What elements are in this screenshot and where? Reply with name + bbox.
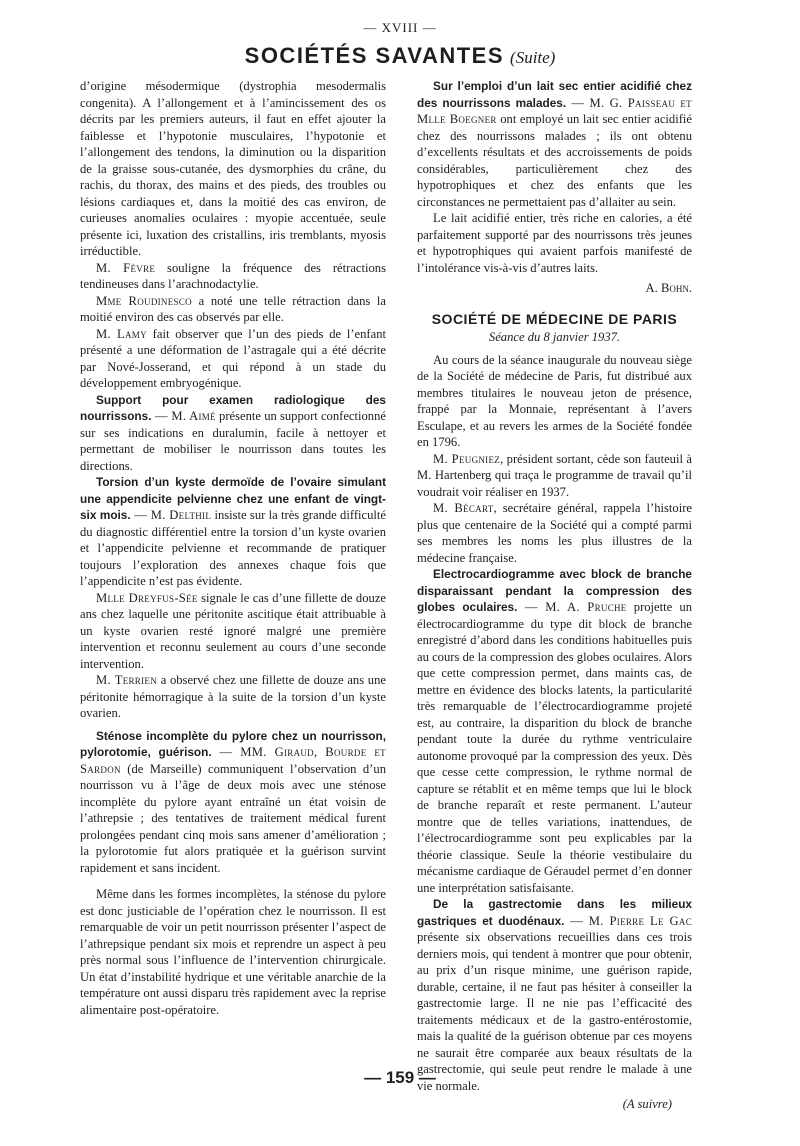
author-name: M. Fèvre <box>96 260 156 275</box>
paragraph-text: présente six observations recueillies dans ces trois derniers mois, qui tendent à montrer que pour obtenir, au prix d’un risque minime, une guérison rapide, durable, certaine, il ne faut pas hésiter à conseiller la gastrectomie large. Il ne nie pas l’efficacité des traitements médicaux et de la gastro-entérostomie, mais la qualité de la guérison obtenue par ces moyens ne saurait être comparée aux beaux résultats de la gastrectomie, qui seule peut rendre le malade à une vie normale. <box>417 930 692 1093</box>
paragraph <box>417 896 692 1094</box>
paragraph <box>80 474 386 590</box>
paragraph-text: insiste sur la très grande difficulté du diagnostic différentiel entre la torsion d’un kyste ovarien et l’appendicite pelvienne et recommande de pratiquer toujours l’exploration des annexes chaque fois que l’appendicite n’est pas évidente. <box>80 508 386 588</box>
paragraph-text: (de Marseille) communiquent l’observation d’un nourrisson vu à l’âge de deux mois avec une sténose incomplète du pylore ayant entraîné un état voisin de l’athrepsie ; des tentatives de traitement médical furent prolongées pendant cinq mois sans amener d’amélioration ; la pylorotomie fut alors pratiquée et la guérison survint rapidement et sans incident. <box>80 761 386 875</box>
paragraph-text: a observé chez une fillette de douze ans une péritonite hémorragique à la suite de la torsion d’un kyste ovarien. <box>80 673 386 720</box>
author-name: — M. G. Paisseau et Mlle Boegner <box>417 95 692 126</box>
paragraph-text: fait observer que l’un des pieds de l’enfant présenté a une déformation de l’astragale qui a été décrite par Nové-Josserand, et qui répond à un stade du développement embryogénique. <box>80 326 386 390</box>
author-name: M. Terrien <box>96 673 157 687</box>
author-name: — M. A. Pruche <box>517 600 627 614</box>
paragraph: d’origine mésodermique (dystrophia mesodermalis congenita). A l’allongement et à l’amincissement des os décrits par les premiers auteurs, il faut en effet ajouter la faiblesse et l’hypotonie musculaires, l’hypotonie et l’allongement des tendons, la diminution ou la disparition de la graisse sous-cutanée, des dysmorphies du crâne, du rachis, du thorax, des mains et des pieds, des troubles ou lésions cardiaques et, dans la moitié des cas environ, de curieuses anomalies oculaires : myopie accentuée, seule présente ici, luxation des cristallins, iris tremblants, myosis irréductible. <box>80 79 386 258</box>
page-number: — 159 — <box>364 1068 436 1087</box>
paragraph <box>417 451 692 501</box>
signature-name: A. Bohn. <box>645 281 692 295</box>
paragraph: Même dans les formes incomplètes, la sténose du pylore est donc justiciable de l’opération chez le nourrisson. Il est remarquable de voir un petit nourrisson présenter l’aspect de l’athrepsique pendant six mois et reprendre un aspect à peu près normal sous l’influence de l’intervention chirurgicale. Un état d’instabilité hydrique et une véritable anarchie de la température ont aussi disparu très rapidement avec la reprise alimentaire post-opératoire. <box>80 887 386 1017</box>
paragraph <box>417 500 692 566</box>
author-name: Mme Roudinesco <box>96 293 192 308</box>
author-name: — MM. Giraud, Bourde et Sardon <box>80 745 386 776</box>
to-be-continued: (A suivre) <box>622 1097 672 1111</box>
signature <box>417 280 692 297</box>
article-heading: De la gastrectomie dans les milieux gastriques et duodénaux. <box>417 897 692 928</box>
author-name: — M. Aimé <box>151 409 216 423</box>
article-heading: Electrocardiogramme avec block de branche disparaissant pendant la compression des globes oculaires. <box>417 567 692 614</box>
paragraph-text: a noté une telle rétraction dans la moitié environ des cas observés par elle. <box>80 293 387 324</box>
page-title <box>0 43 800 69</box>
paragraph <box>80 728 386 877</box>
paragraph: Au cours de la séance inaugurale du nouveau siège de la Société de médecine de Paris, fut distribué aux membres titulaires le nouveau jeton de présence, frappé par la Monnaie, représentant à l’avers Esculape, et au revers les armes de la Société fondée en 1796. <box>417 352 692 449</box>
society-title: SOCIÉTÉ DE MÉDECINE DE PARIS <box>431 310 678 327</box>
section-title: SOCIÉTÉS SAVANTES <box>244 43 505 68</box>
paragraph <box>80 293 386 326</box>
paragraph-text: , secrétaire général, rappela l’histoire plus que centenaire de la Société qui a compté parmi ses membres les noms les plus illustres de la médecine française. <box>417 501 692 565</box>
left-column <box>80 78 386 1018</box>
paragraph-text: signale le cas d’une fillette de douze ans chez laquelle une péritonite ascitique était attribuable à un kyste ovarien resté ignoré malgré une première intervention et reconnu seulement au cours d’une seconde intervention. <box>80 590 386 671</box>
session-date: Séance du 8 janvier 1937. <box>488 330 621 344</box>
section-suite: (Suite) <box>510 48 556 67</box>
paragraph <box>80 326 386 392</box>
paragraph: Le lait acidifié entier, très riche en calories, a été parfaitement supporté par des nourrissons très jeunes et hypotrophiques qui avaient parfois manifesté de l’intolérance vis-à-vis d’autres laits. <box>417 211 692 275</box>
article-heading: Torsion d’un kyste dermoïde de l’ovaire simulant une appendicite pelvienne chez une enfant de vingt-six mois. <box>80 475 386 522</box>
paragraph <box>80 590 386 673</box>
author-name: — M. Pierre Le Gac <box>564 913 692 928</box>
paragraph <box>417 566 692 896</box>
paragraph-text: ont employé un lait sec entier acidifié chez des nourrissons malades ; ils ont obtenu d’excellents résultats et des accroissements de poids considérables, particulièrement chez des hypotrophiques et chez des enfants que les circonstances ne permettaient pas d’allaiter au sein. <box>417 112 692 209</box>
paragraph-text: souligne la fréquence des rétractions tendineuses dans l’arachnodactylie. <box>80 260 386 291</box>
paragraph <box>80 392 386 475</box>
article-heading: Sur l’emploi d’un lait sec entier acidifié chez des nourrissons malades. <box>417 79 692 110</box>
paragraph <box>417 78 692 210</box>
paragraph <box>80 260 386 293</box>
author-name: M. Peugniez <box>433 451 501 466</box>
paragraph <box>80 672 386 722</box>
paragraph-text: , président sortant, cède son fauteuil à M. Hartenberg qui traça le programme de travail qu’il voudrait voir réaliser en 1937. <box>417 451 692 499</box>
author-name: M. Bécart <box>433 501 494 515</box>
paragraph-text: projette un électrocardiogramme du type dit block de branche enregistré d’abord dans les conditions habituelles puis au cours de la compression des globes oculaires. Alors que cette compression permet, dans maints cas, de mettre en évidence des blocks latents, la particularité très remarquable de l’électrocardiogramme projeté est, au contraire, la disparition du block de branche pendant toute la durée du rythme ventriculaire autonome provoqué par la compression des yeux. Dès que cesse cette compression, le rythme normal de capture se rétablit et en même temps que lui le block de branche reparaît et reste permanent. L’auteur montre que de telles variations, inattendues, de l’électrocardiogramme sont peu explicables par la théorie classique. Seule la théorie vestibulaire du mécanisme cardiaque de Géraudel permet d’en donner une interprétation satisfaisante. <box>417 600 692 895</box>
author-name: Mlle Dreyfus-Sée <box>96 590 198 605</box>
right-column <box>417 78 692 1113</box>
author-name: M. Lamy <box>96 326 147 341</box>
article-heading: Support pour examen radiologique des nourrissons. <box>80 392 386 423</box>
author-name: — M. Delthil <box>130 508 212 522</box>
page-roman-numeral: — XVIII — <box>363 20 437 35</box>
article-heading: Sténose incomplète du pylore chez un nourrisson, pylorotomie, guérison. <box>80 728 386 759</box>
paragraph-text: présente un support confectionné sur ses indications en duralumin, facile à nettoyer et permettant de mobiliser le nourrisson dans toutes les directions. <box>80 409 386 473</box>
